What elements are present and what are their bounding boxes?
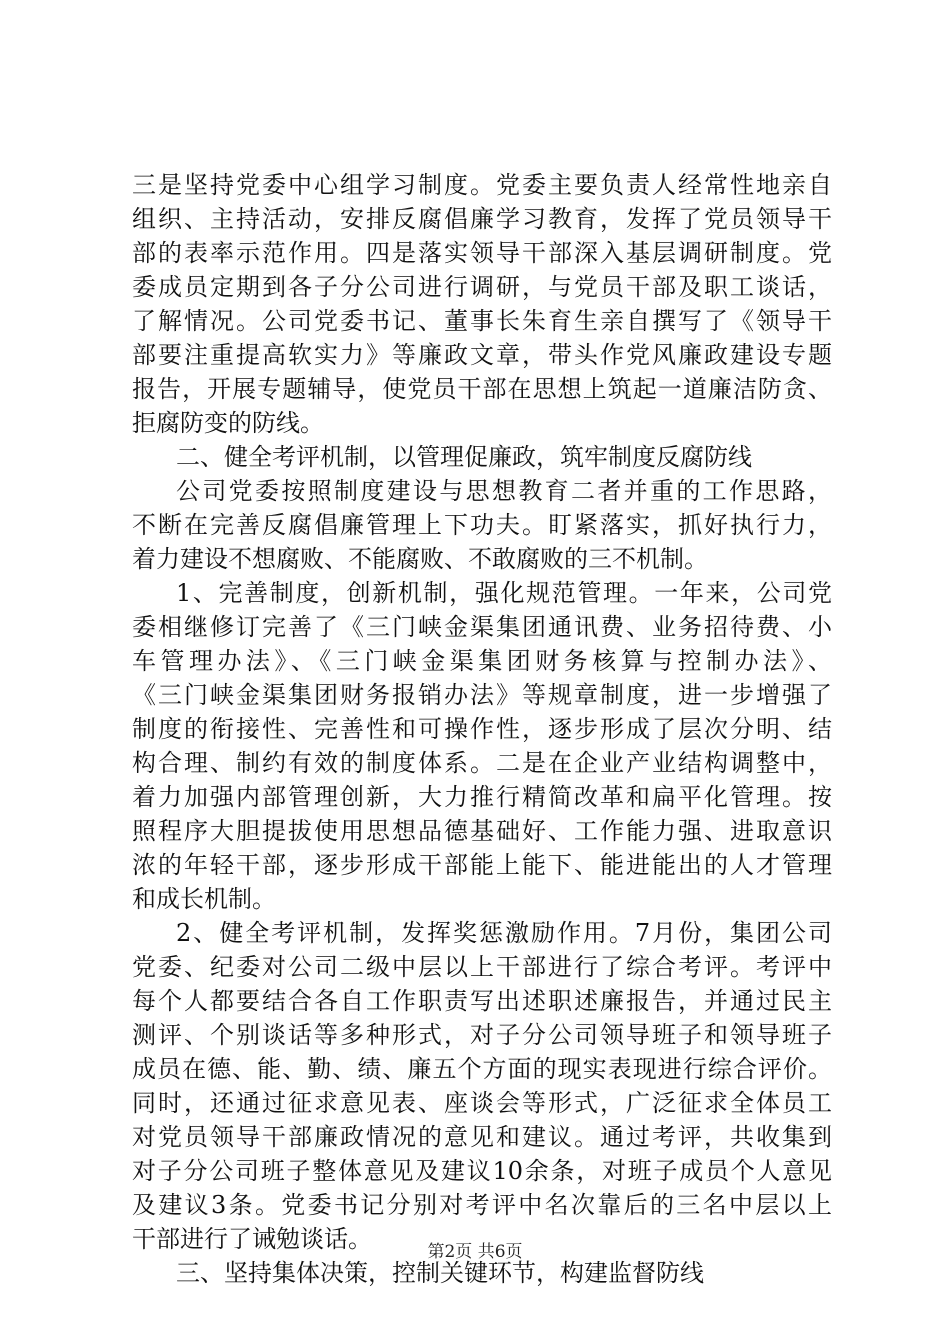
text-line: 和成长机制。 — [132, 885, 276, 913]
text-line: 车管理办法》、《三门峡金渠集团财务核算与控制办法》、 — [132, 647, 832, 675]
document-body — [132, 168, 832, 1290]
text-line: 浓的年轻干部，逐步形成干部能上能下、能进能出的人才管理 — [132, 851, 832, 879]
text-line: 2、健全考评机制，发挥奖惩激励作用。7月份，集团公司 — [176, 919, 832, 947]
text-line: 报告，开展专题辅导，使党员干部在思想上筑起一道廉洁防贪、 — [132, 375, 832, 403]
text-line: 照程序大胆提拔使用思想品德基础好、工作能力强、进取意识 — [132, 817, 832, 845]
page-footer — [0, 1240, 950, 1264]
text-line: 测评、个别谈话等多种形式，对子分公司领导班子和领导班子 — [132, 1021, 832, 1049]
text-line: 对党员领导干部廉政情况的意见和建议。通过考评，共收集到 — [132, 1123, 832, 1151]
text-line: 着力建设不想腐败、不能腐败、不敢腐败的三不机制。 — [132, 545, 708, 573]
section-heading: 三、坚持集体决策，控制关键环节，构建监督防线 — [176, 1259, 704, 1287]
text-line: 三是坚持党委中心组学习制度。党委主要负责人经常性地亲自 — [132, 171, 832, 199]
text-line: 不断在完善反腐倡廉管理上下功夫。盯紧落实，抓好执行力， — [132, 511, 832, 539]
text-line: 对子分公司班子整体意见及建议10余条，对班子成员个人意见 — [132, 1157, 832, 1185]
text-line: 每个人都要结合各自工作职责写出述职述廉报告，并通过民主 — [132, 987, 832, 1015]
text-line: 干部进行了诫勉谈话。 — [132, 1225, 372, 1253]
text-line: 构合理、制约有效的制度体系。二是在企业产业结构调整中， — [132, 749, 832, 777]
text-line: 《三门峡金渠集团财务报销办法》等规章制度，进一步增强了 — [132, 681, 832, 709]
text-line: 及建议3条。党委书记分别对考评中名次靠后的三名中层以上 — [132, 1191, 832, 1219]
text-line: 1、完善制度，创新机制，强化规范管理。一年来，公司党 — [176, 579, 832, 607]
text-line: 制度的衔接性、完善性和可操作性，逐步形成了层次分明、结 — [132, 715, 832, 743]
text-line: 组织、主持活动，安排反腐倡廉学习教育，发挥了党员领导干 — [132, 205, 832, 233]
text-line: 成员在德、能、勤、绩、廉五个方面的现实表现进行综合评价。 — [132, 1055, 832, 1083]
text-line: 拒腐防变的防线。 — [132, 409, 324, 437]
text-line: 着力加强内部管理创新，大力推行精简改革和扁平化管理。按 — [132, 783, 832, 811]
page-indicator: 第2页 共6页 — [427, 1242, 523, 1262]
text-line: 了解情况。公司党委书记、董事长朱育生亲自撰写了《领导干 — [132, 307, 832, 335]
text-line: 委成员定期到各子分公司进行调研，与党员干部及职工谈话， — [132, 273, 832, 301]
text-line: 部的表率示范作用。四是落实领导干部深入基层调研制度。党 — [132, 239, 832, 267]
section-heading: 二、健全考评机制，以管理促廉政，筑牢制度反腐防线 — [176, 443, 752, 471]
text-line: 同时，还通过征求意见表、座谈会等形式，广泛征求全体员工 — [132, 1089, 832, 1117]
text-line: 委相继修订完善了《三门峡金渠集团通讯费、业务招待费、小 — [132, 613, 832, 641]
text-line: 党委、纪委对公司二级中层以上干部进行了综合考评。考评中 — [132, 953, 832, 981]
text-line: 公司党委按照制度建设与思想教育二者并重的工作思路， — [176, 477, 832, 505]
text-line: 部要注重提高软实力》等廉政文章，带头作党风廉政建设专题 — [132, 341, 832, 369]
